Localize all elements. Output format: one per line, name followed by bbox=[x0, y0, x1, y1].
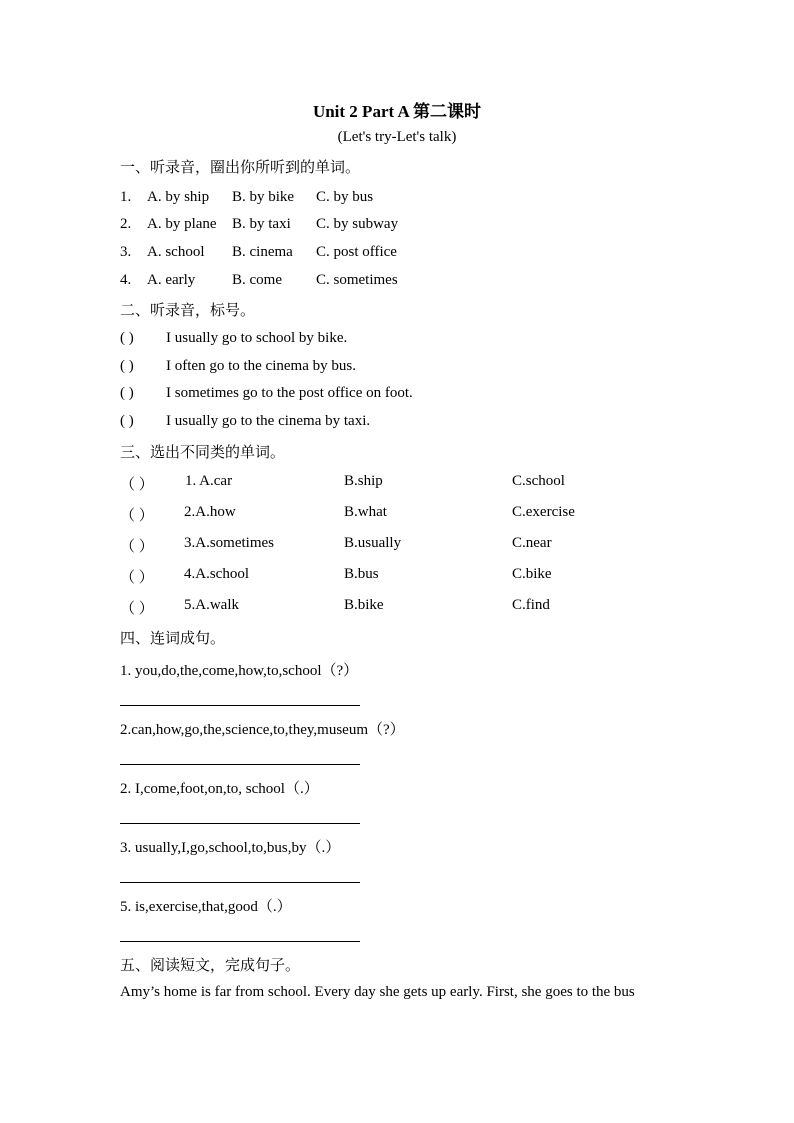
option-c: C.near bbox=[512, 535, 552, 551]
option-a: 5.A.walk bbox=[184, 597, 239, 613]
item-number: 2. bbox=[120, 216, 132, 232]
option-c: C. by bus bbox=[316, 189, 374, 205]
item-number: 4. bbox=[120, 272, 132, 288]
option-c: C.school bbox=[512, 473, 565, 489]
scrambled-sentence: 2. I,come,foot,on,to, school（.） bbox=[120, 781, 319, 797]
option-c: C.bike bbox=[512, 566, 552, 582]
item-number: 1. bbox=[120, 189, 132, 205]
item-number: 3. bbox=[120, 244, 132, 260]
answer-paren: ( ) bbox=[120, 358, 134, 374]
answer-paren: （ ） bbox=[120, 539, 154, 555]
section4-heading: 四、连词成句。 bbox=[120, 631, 226, 647]
option-c: C. by subway bbox=[316, 216, 399, 232]
scrambled-sentence: 5. is,exercise,that,good（.） bbox=[120, 899, 292, 915]
section3-heading: 三、选出不同类的单词。 bbox=[120, 445, 286, 461]
option-a: A. by plane bbox=[147, 216, 217, 232]
answer-line[interactable] bbox=[120, 882, 360, 883]
option-a: A. early bbox=[147, 272, 196, 288]
option-b: B.ship bbox=[344, 473, 383, 489]
option-b: B.bike bbox=[344, 597, 384, 613]
answer-paren: ( ) bbox=[120, 385, 134, 401]
section2-heading: 二、听录音，标号。 bbox=[120, 303, 256, 319]
answer-paren: （ ） bbox=[120, 508, 154, 524]
scrambled-sentence: 2.can,how,go,the,science,to,they,museum（?） bbox=[120, 722, 405, 738]
option-a: 3.A.sometimes bbox=[184, 535, 274, 551]
answer-paren: ( ) bbox=[120, 330, 134, 346]
option-b: B. by taxi bbox=[232, 216, 291, 232]
option-c: C. sometimes bbox=[316, 272, 398, 288]
sentence-text: I usually go to the cinema by taxi. bbox=[166, 413, 371, 429]
page-title: Unit 2 Part A 第二课时 bbox=[312, 102, 482, 121]
answer-paren: （ ） bbox=[120, 601, 154, 617]
option-a: 2.A.how bbox=[184, 504, 236, 520]
page-subtitle: (Let's try-Let's talk) bbox=[337, 129, 457, 145]
sentence-text: I usually go to school by bike. bbox=[166, 330, 348, 346]
answer-paren: （ ） bbox=[120, 477, 154, 493]
option-b: B.usually bbox=[344, 535, 402, 551]
sentence-text: I sometimes go to the post office on foot. bbox=[166, 385, 413, 401]
answer-line[interactable] bbox=[120, 941, 360, 942]
section5-heading: 五、阅读短文，完成句子。 bbox=[120, 958, 301, 974]
option-a: A. by ship bbox=[147, 189, 210, 205]
section1-heading: 一、听录音，圈出你所听到的单词。 bbox=[120, 160, 361, 176]
option-c: C.exercise bbox=[512, 504, 575, 520]
option-b: B. come bbox=[232, 272, 282, 288]
option-b: B. by bike bbox=[232, 189, 295, 205]
option-a: 4.A.school bbox=[184, 566, 249, 582]
answer-line[interactable] bbox=[120, 823, 360, 824]
scrambled-sentence: 1. you,do,the,come,how,to,school（?） bbox=[120, 663, 359, 679]
reading-passage: Amy’s home is far from school. Every day she gets up early. First, she goes to the bus bbox=[120, 984, 635, 1000]
option-b: B.bus bbox=[344, 566, 379, 582]
answer-line[interactable] bbox=[120, 705, 360, 706]
answer-line[interactable] bbox=[120, 764, 360, 765]
option-b: B.what bbox=[344, 504, 387, 520]
answer-paren: （ ） bbox=[120, 570, 154, 586]
scrambled-sentence: 3. usually,I,go,school,to,bus,by（.） bbox=[120, 840, 341, 856]
option-c: C. post office bbox=[316, 244, 397, 260]
option-c: C.find bbox=[512, 597, 550, 613]
option-a: 1. A.car bbox=[185, 473, 233, 489]
option-b: B. cinema bbox=[232, 244, 293, 260]
answer-paren: ( ) bbox=[120, 413, 134, 429]
option-a: A. school bbox=[147, 244, 205, 260]
sentence-text: I often go to the cinema by bus. bbox=[166, 358, 356, 374]
